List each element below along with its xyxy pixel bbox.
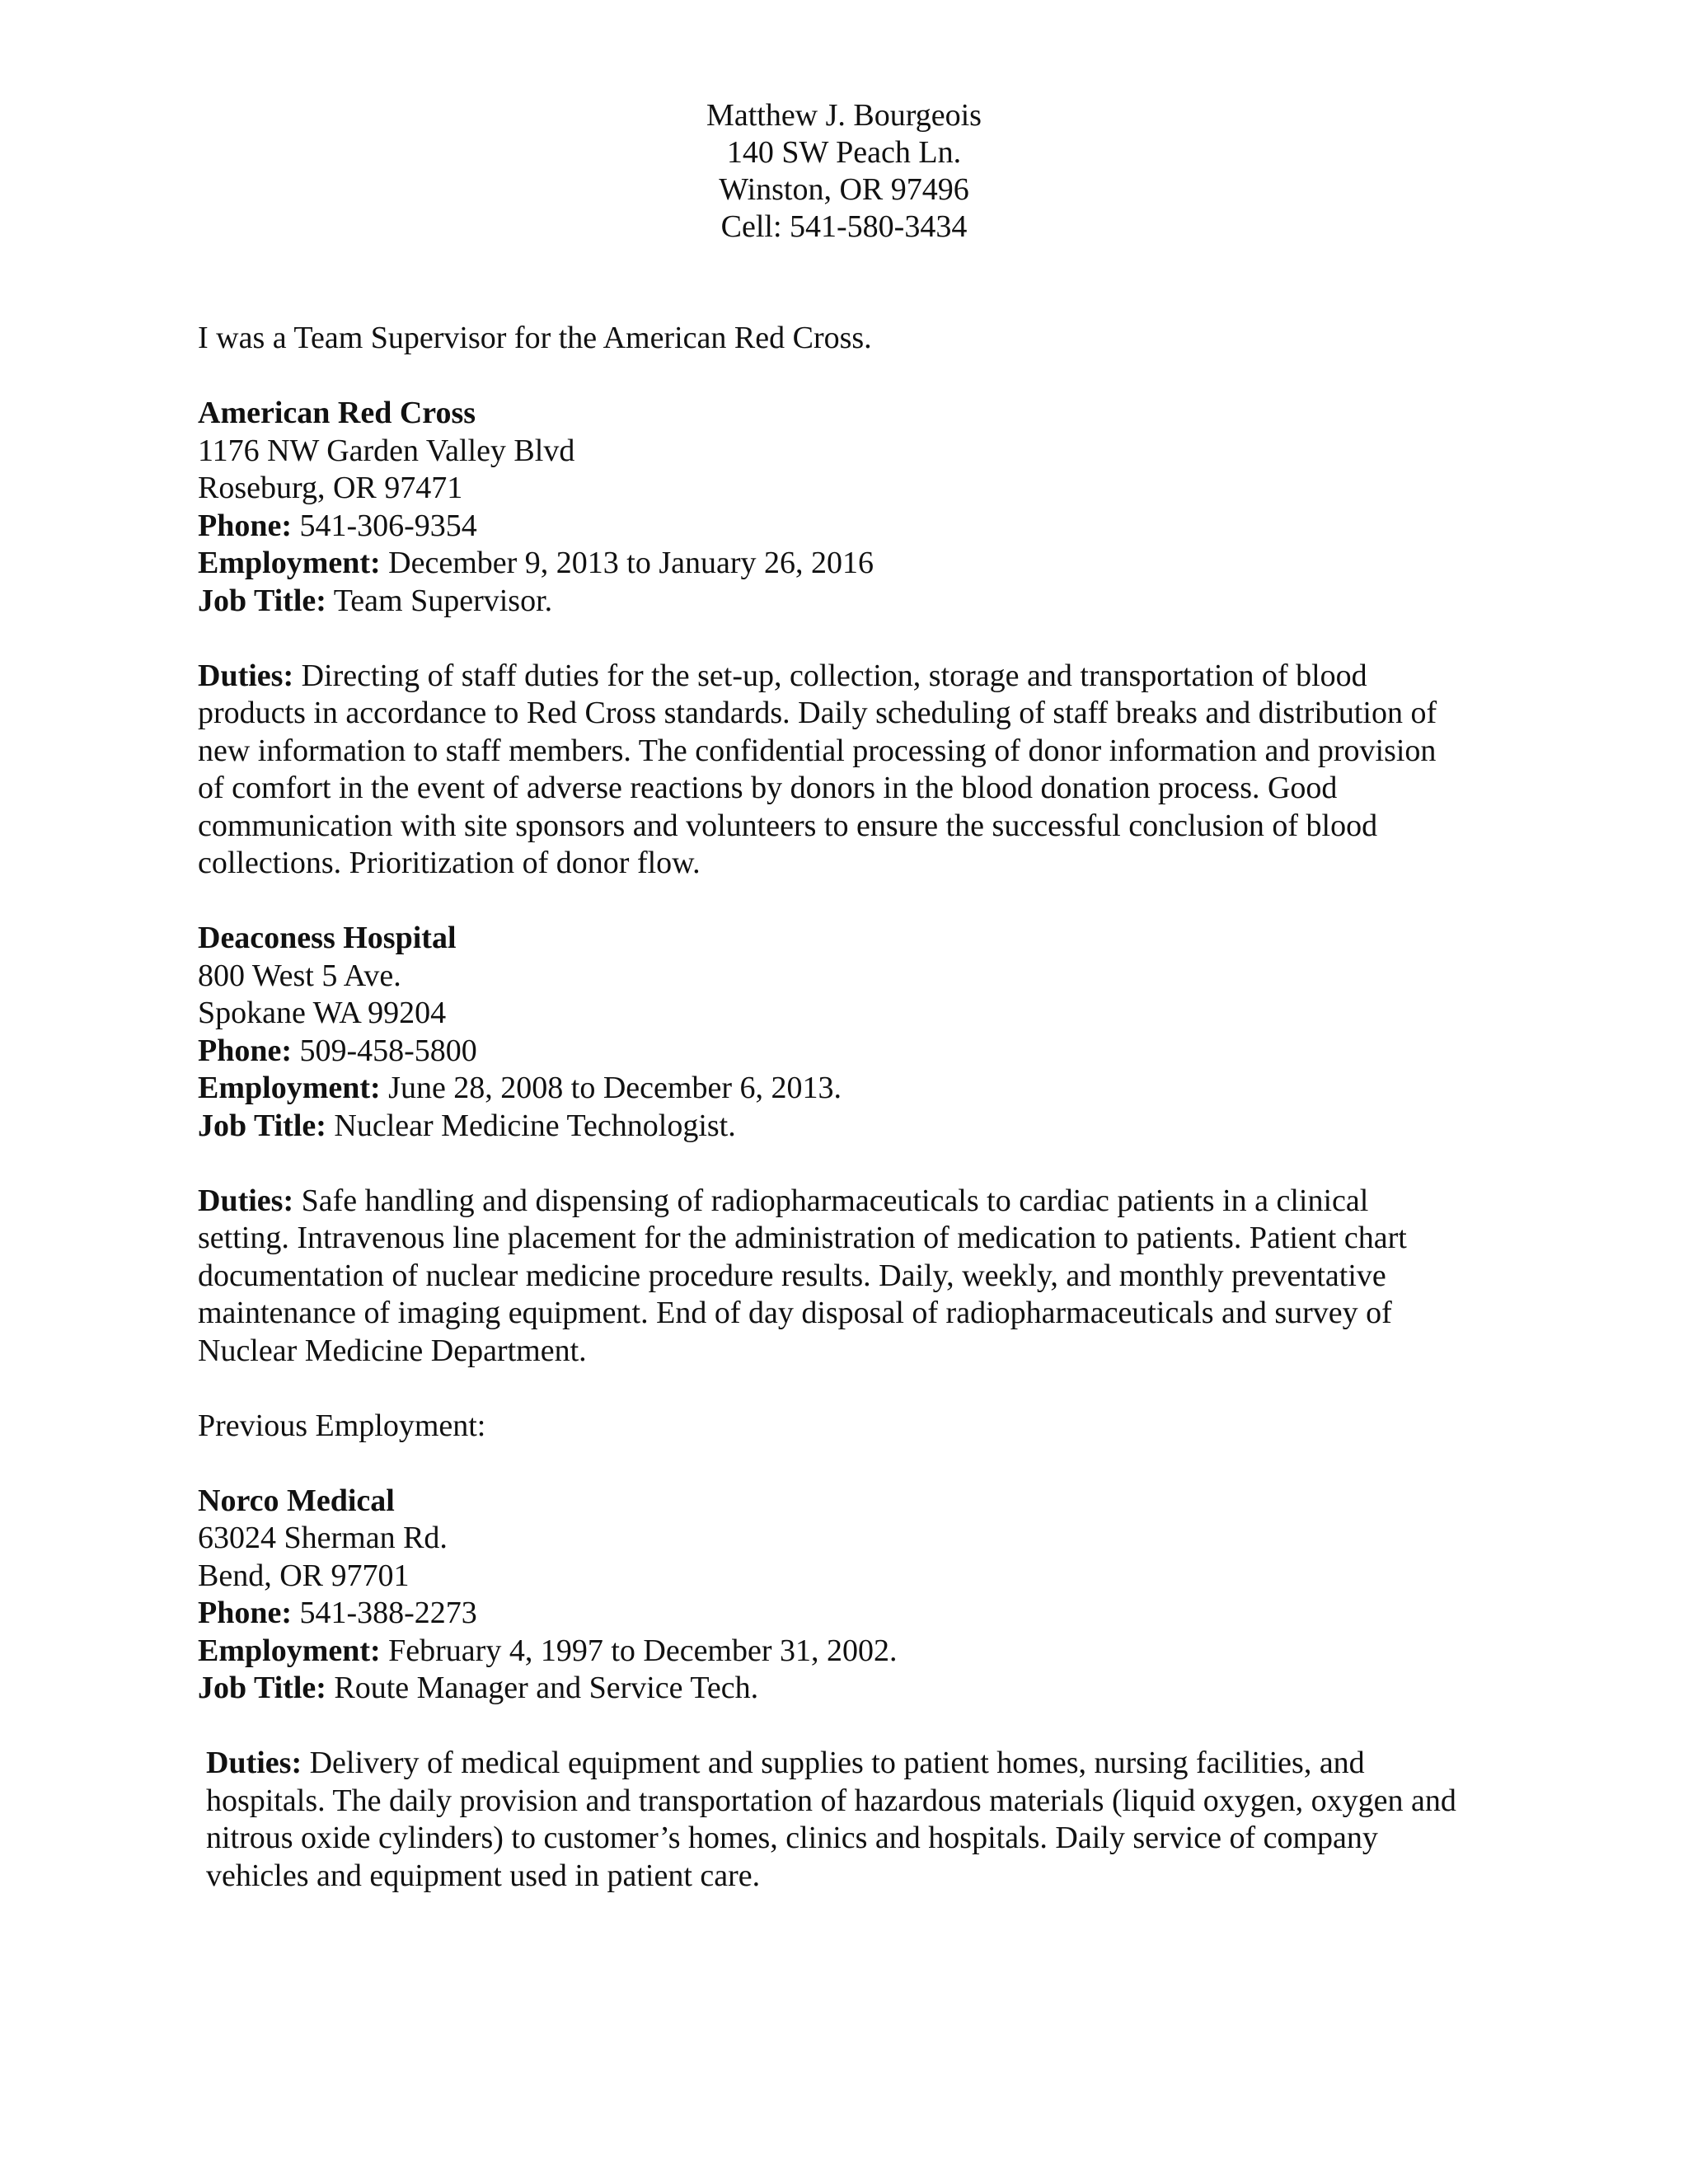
employment-dates: [198, 1070, 1484, 1108]
employer-phone: [198, 508, 1484, 546]
duties-text: Safe handling and dispensing of radiopharmaceuticals to cardiac patients in a clinical setting. Intravenous line placement for the administration of medication to patients. Patient chart documentation of nuclear medicine procedure results. Daily, weekly, and monthly preventative maintenance of imaging equipment. End of day disposal of radiopharmaceuticals and survey of Nuclear Medicine Department.: [198, 1183, 1407, 1368]
applicant-name: Matthew J. Bourgeois: [706, 98, 982, 133]
employer-name: Norco Medical: [198, 1483, 395, 1518]
job-entry-norco-medical: [198, 1483, 1484, 1896]
job-entry-deaconess-hospital: [198, 920, 1484, 1370]
duties-label: Duties:: [206, 1746, 302, 1780]
phone-label: Phone:: [198, 1033, 292, 1068]
phone-label: Phone:: [198, 508, 292, 543]
job-title-label: Job Title:: [198, 1671, 326, 1705]
job-title: [198, 1670, 1484, 1708]
street-address: 140 SW Peach Ln.: [726, 135, 962, 170]
job-title-label: Job Title:: [198, 583, 326, 618]
employment-label: Employment:: [198, 546, 381, 580]
employer-address-line2: Bend, OR 97701: [198, 1558, 410, 1593]
job-title-label: Job Title:: [198, 1108, 326, 1143]
job-title-value: Nuclear Medicine Technologist.: [326, 1108, 736, 1143]
previous-employment-heading: Previous Employment:: [198, 1408, 486, 1443]
duties-label: Duties:: [198, 1183, 294, 1218]
job-title: [198, 1108, 1484, 1146]
employment-value: February 4, 1997 to December 31, 2002.: [380, 1633, 898, 1668]
duties-paragraph: [198, 658, 1463, 883]
phone-value: 541-388-2273: [292, 1596, 477, 1630]
job-entry-american-red-cross: [198, 395, 1484, 883]
employment-dates: [198, 545, 1484, 583]
intro-statement: I was a Team Supervisor for the American Red Cross.: [198, 321, 872, 355]
duties-text: Delivery of medical equipment and supplies to patient homes, nursing facilities, and hospitals. The daily provision and transportation of hazardous materials (liquid oxygen, oxygen and nitrous oxide cylinders) to customer’s homes, clinics and hospitals. Daily service of company vehicles and equipment used in patient care.: [206, 1746, 1456, 1893]
employment-label: Employment:: [198, 1071, 381, 1105]
employer-name: Deaconess Hospital: [198, 921, 457, 955]
employment-dates: [198, 1633, 1484, 1671]
employer-address-line1: 800 West 5 Ave.: [198, 958, 401, 993]
cell-phone: Cell: 541-580-3434: [720, 209, 968, 244]
employment-value: June 28, 2008 to December 6, 2013.: [380, 1071, 842, 1105]
phone-value: 509-458-5800: [292, 1033, 477, 1068]
employer-phone: [198, 1033, 1484, 1071]
duties-paragraph: [198, 1183, 1463, 1371]
duties-text: Directing of staff duties for the set-up, collection, storage and transportation of blood products in accordance to Red Cross standards. Daily scheduling of staff breaks and distribution of new information to staff members. The confidential processing of donor information and provision of comfort in the event of adverse reactions by donors in the blood donation process. Good communication with site sponsors and volunteers to ensure the successful conclusion of blood collections. Prioritization of donor flow.: [198, 658, 1437, 880]
job-title-value: Route Manager and Service Tech.: [326, 1671, 759, 1705]
job-title-value: Team Supervisor.: [326, 583, 553, 618]
employment-label: Employment:: [198, 1633, 381, 1668]
employer-address-line2: Roseburg, OR 97471: [198, 471, 463, 505]
employer-address-line1: 1176 NW Garden Valley Blvd: [198, 433, 575, 468]
employer-phone: [198, 1595, 1484, 1633]
city-state-zip: Winston, OR 97496: [719, 172, 969, 207]
phone-value: 541-306-9354: [292, 508, 477, 543]
duties-label: Duties:: [198, 658, 294, 693]
employer-name: American Red Cross: [198, 396, 476, 430]
employer-address-line1: 63024 Sherman Rd.: [198, 1521, 448, 1555]
employer-address-line2: Spokane WA 99204: [198, 996, 447, 1030]
employment-value: December 9, 2013 to January 26, 2016: [380, 546, 874, 580]
document-body: [198, 320, 1484, 1895]
contact-header: [0, 97, 1688, 246]
job-title: [198, 583, 1484, 621]
duties-paragraph: [198, 1745, 1471, 1895]
phone-label: Phone:: [198, 1596, 292, 1630]
